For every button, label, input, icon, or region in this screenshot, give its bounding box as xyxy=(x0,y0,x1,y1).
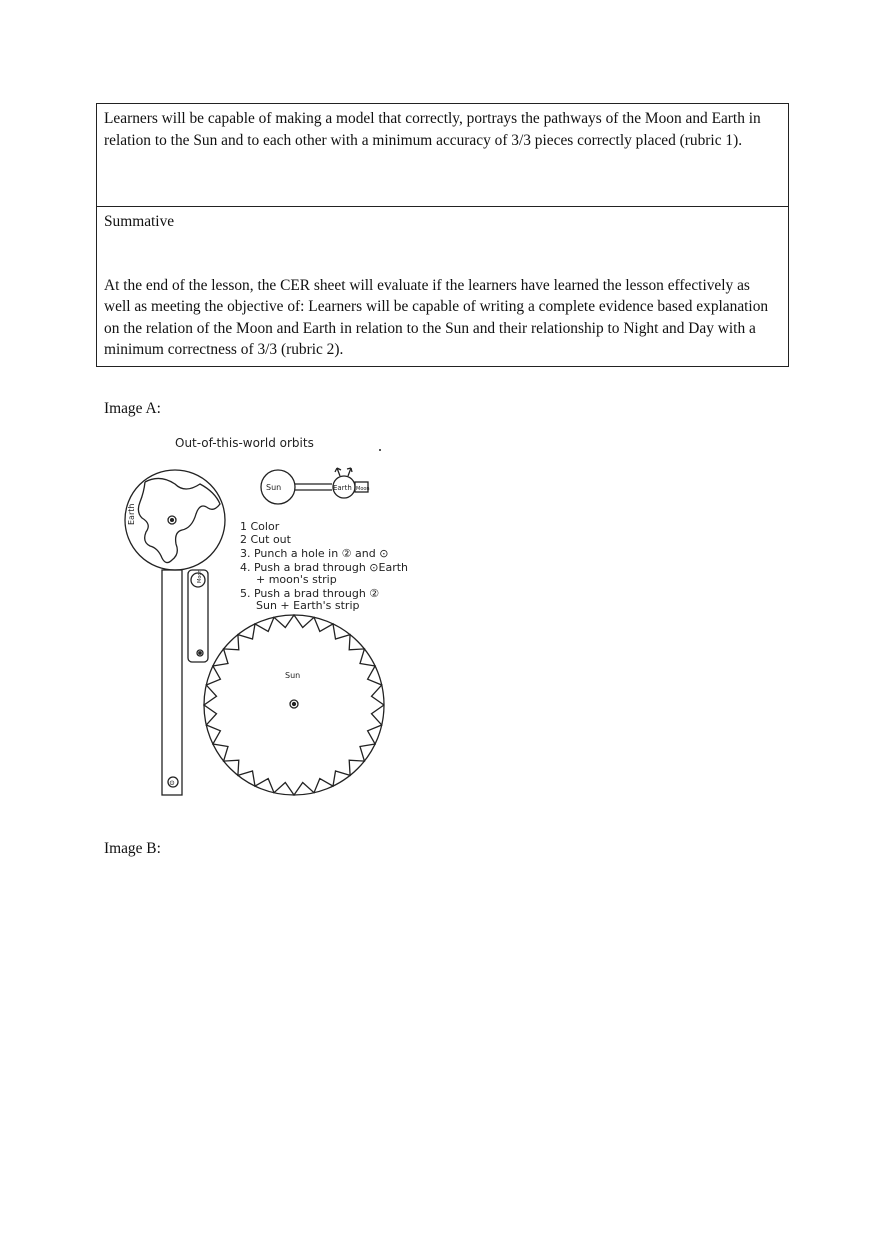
step-1: 1 Color xyxy=(240,520,280,533)
summative-text: At the end of the lesson, the CER sheet will evaluate if the learners have learned the lesson effectively as well as meeting the objective of: Learners will be capable of writing a complete evidence based explanation on the relation of the Moon and Earth in relation to the Sun and their relationship to Night and Day with a minimum correctness of 3/3 (rubric 2). xyxy=(104,276,769,358)
rotation-arrows xyxy=(335,468,352,476)
step-2: 2 Cut out xyxy=(240,533,291,546)
step-5: 5. Push a brad through ② xyxy=(240,587,380,600)
image-a-figure xyxy=(100,430,420,810)
small-earth-label: Earth xyxy=(333,484,352,492)
step-5-cont: Sun + Earth's strip xyxy=(256,599,360,612)
image-b-label: Image B: xyxy=(104,840,161,857)
earth-circle xyxy=(125,470,225,570)
assessment-table xyxy=(96,103,789,367)
objective-cell xyxy=(97,104,788,207)
image-a-label: Image A: xyxy=(104,400,161,417)
earth-continents xyxy=(138,478,220,562)
step-4: 4. Push a brad through ⊙Earth xyxy=(240,561,408,574)
figure-title: Out-of-this-world orbits xyxy=(175,436,314,450)
earth-vertical-label: Earth xyxy=(127,503,136,525)
summative-heading: Summative xyxy=(104,213,175,230)
svg-text:⊙: ⊙ xyxy=(169,779,175,787)
instructions-list xyxy=(240,520,408,612)
step-3: 3. Punch a hole in ② and ⊙ xyxy=(240,547,389,560)
small-moon-label: Moon xyxy=(356,486,370,492)
earth-strip xyxy=(162,570,182,795)
big-sun-label: Sun xyxy=(285,671,301,680)
summative-cell xyxy=(97,207,788,366)
objective-text: Learners will be capable of making a model that correctly, portrays the pathways of the Moon and Earth in relation to the Sun and to each other with a minimum accuracy of 3/3 pieces correctly placed (rubric 1). xyxy=(104,110,761,149)
small-sun-label: Sun xyxy=(266,483,282,492)
moon-vertical-label: Moon xyxy=(197,569,203,583)
step-4-cont: + moon's strip xyxy=(256,573,337,586)
